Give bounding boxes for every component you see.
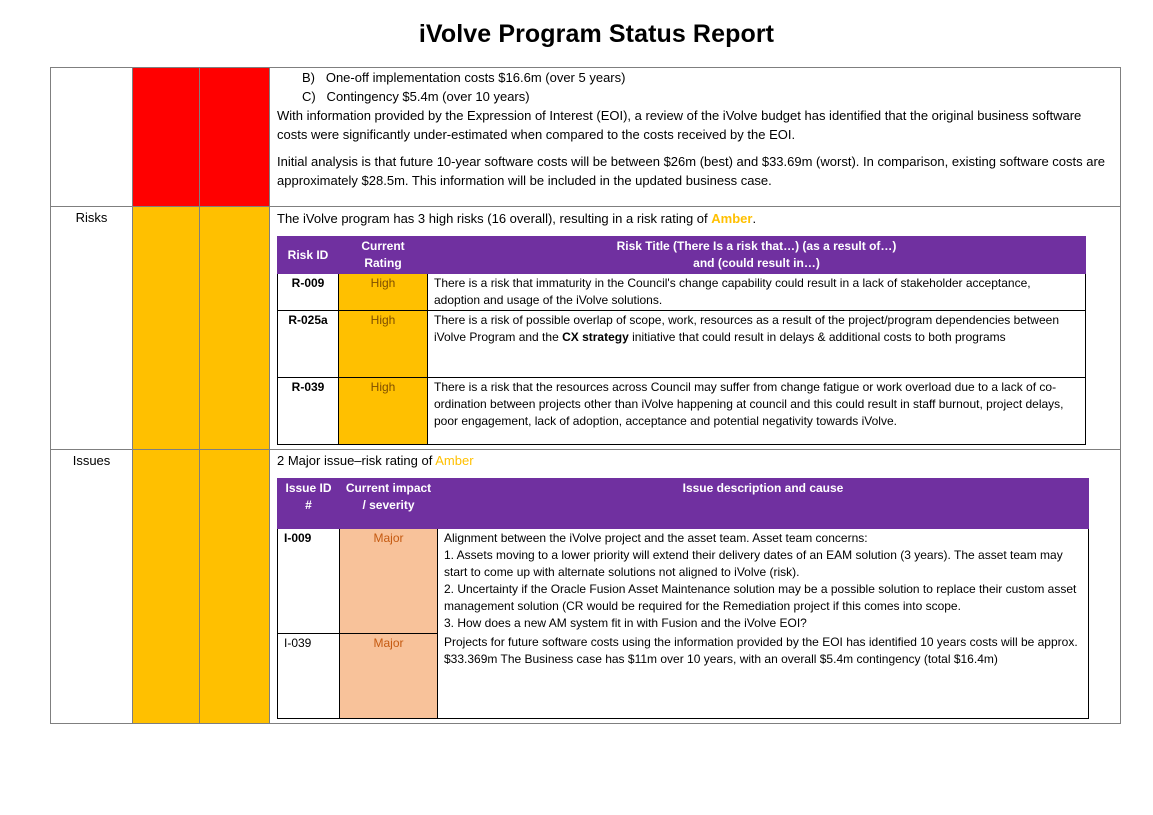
risk-id: R-025a bbox=[278, 311, 339, 378]
risk-rating: High bbox=[339, 311, 428, 378]
issue-severity: Major bbox=[340, 633, 438, 718]
risk-id: R-039 bbox=[278, 378, 339, 445]
risks-content bbox=[270, 207, 1121, 450]
issues-header-impact: Current impact / severity bbox=[340, 479, 438, 529]
risks-header-rating: Current Rating bbox=[339, 237, 428, 274]
risks-status-cell-1 bbox=[133, 207, 200, 450]
issues-status-cell-2 bbox=[200, 450, 270, 724]
issues-header-id: Issue ID # bbox=[278, 479, 340, 529]
budget-label-cell bbox=[51, 68, 133, 207]
issue-description: Alignment between the iVolve project and the asset team. Asset team concerns: 1. Assets moving to a lower priority will extend their delivery dates of an EAM solution (3 years). The asset team may start to come up with alternate solutions not aligned to iVolve (risk). 2. Uncertainty if the Oracle Fusion Asset Maintenance solution may be a possible solution to replace their custom asset management solution (CR would be required for the Remediation project if this comes into scope. 3. How does a new AM system fit in with Fusion and the iVolve EOI? bbox=[438, 529, 1089, 634]
issues-rating: Amber bbox=[435, 453, 474, 468]
issue-id: I-039 bbox=[278, 633, 340, 718]
budget-row bbox=[51, 68, 1121, 207]
budget-status-cell-2 bbox=[200, 68, 270, 207]
status-table bbox=[50, 67, 1121, 724]
issues-table bbox=[277, 478, 1089, 719]
risks-label: Risks bbox=[75, 210, 108, 225]
risk-rating: High bbox=[339, 274, 428, 311]
budget-para-1: With information provided by the Expression of Interest (EOI), a review of the iVolve budget has identified that the original business software costs were significantly under-estimated when compared to the costs received by the EOI. bbox=[277, 108, 1082, 142]
issue-row bbox=[278, 633, 1089, 718]
issues-header-desc: Issue description and cause bbox=[438, 479, 1089, 529]
issues-label-cell bbox=[51, 450, 133, 724]
issue-id: I-009 bbox=[278, 529, 340, 634]
issues-summary: 2 Major issue–risk rating of Amber bbox=[277, 453, 474, 468]
risks-summary: The iVolve program has 3 high risks (16 overall), resulting in a risk rating of Amber. bbox=[277, 211, 757, 226]
risks-rating: Amber bbox=[711, 211, 753, 226]
risk-text: There is a risk of possible overlap of scope, work, resources as a result of the project/program dependencies between iVolve Program and the CX strategy initiative that could result in delays & additional costs to both programs bbox=[428, 311, 1086, 378]
budget-item-b: B) One-off implementation costs $16.6m (over 5 years) bbox=[302, 70, 626, 85]
issue-row bbox=[278, 529, 1089, 634]
risk-id: R-009 bbox=[278, 274, 339, 311]
risks-row bbox=[51, 207, 1121, 450]
risks-header-id: Risk ID bbox=[278, 237, 339, 274]
risks-status-cell-2 bbox=[200, 207, 270, 450]
risk-text: There is a risk that immaturity in the Council's change capability could result in a lack of stakeholder acceptance, adoption and usage of the iVolve solutions. bbox=[428, 274, 1086, 311]
issues-row bbox=[51, 450, 1121, 724]
page-title: iVolve Program Status Report bbox=[418, 20, 775, 48]
budget-content bbox=[270, 68, 1121, 207]
risks-table bbox=[277, 236, 1086, 445]
risk-text: There is a risk that the resources across Council may suffer from change fatigue or work overload due to a lack of co-ordination between projects other than iVolve happening at council and this could result in staff burnout, project delays, poor engagement, lack of adoption, acceptance and potential negativity towards iVolve. bbox=[428, 378, 1086, 445]
issues-status-cell-1 bbox=[133, 450, 200, 724]
risk-row bbox=[278, 378, 1086, 445]
budget-status-cell-1 bbox=[133, 68, 200, 207]
budget-para-2: Initial analysis is that future 10-year software costs will be between $26m (best) and $33.69m (worst). In comparison, existing software costs are approximately $28.5m. This information will be included in the updated business case. bbox=[277, 154, 1106, 188]
issues-content bbox=[270, 450, 1121, 724]
issue-severity: Major bbox=[340, 529, 438, 634]
risk-rating: High bbox=[339, 378, 428, 445]
issue-description: Projects for future software costs using the information provided by the EOI has identified 10 years costs will be approx. $33.369m The Business case has $11m over 10 years, with an overall $5.4m contingency (total $16.4m) bbox=[438, 633, 1089, 718]
risks-label-cell bbox=[51, 207, 133, 450]
issues-label: Issues bbox=[72, 453, 111, 468]
budget-item-c: C) Contingency $5.4m (over 10 years) bbox=[302, 89, 530, 104]
risk-row bbox=[278, 311, 1086, 378]
risk-row bbox=[278, 274, 1086, 311]
risks-header-title: Risk Title (There Is a risk that…) (as a result of…) and (could result in…) bbox=[428, 237, 1086, 274]
